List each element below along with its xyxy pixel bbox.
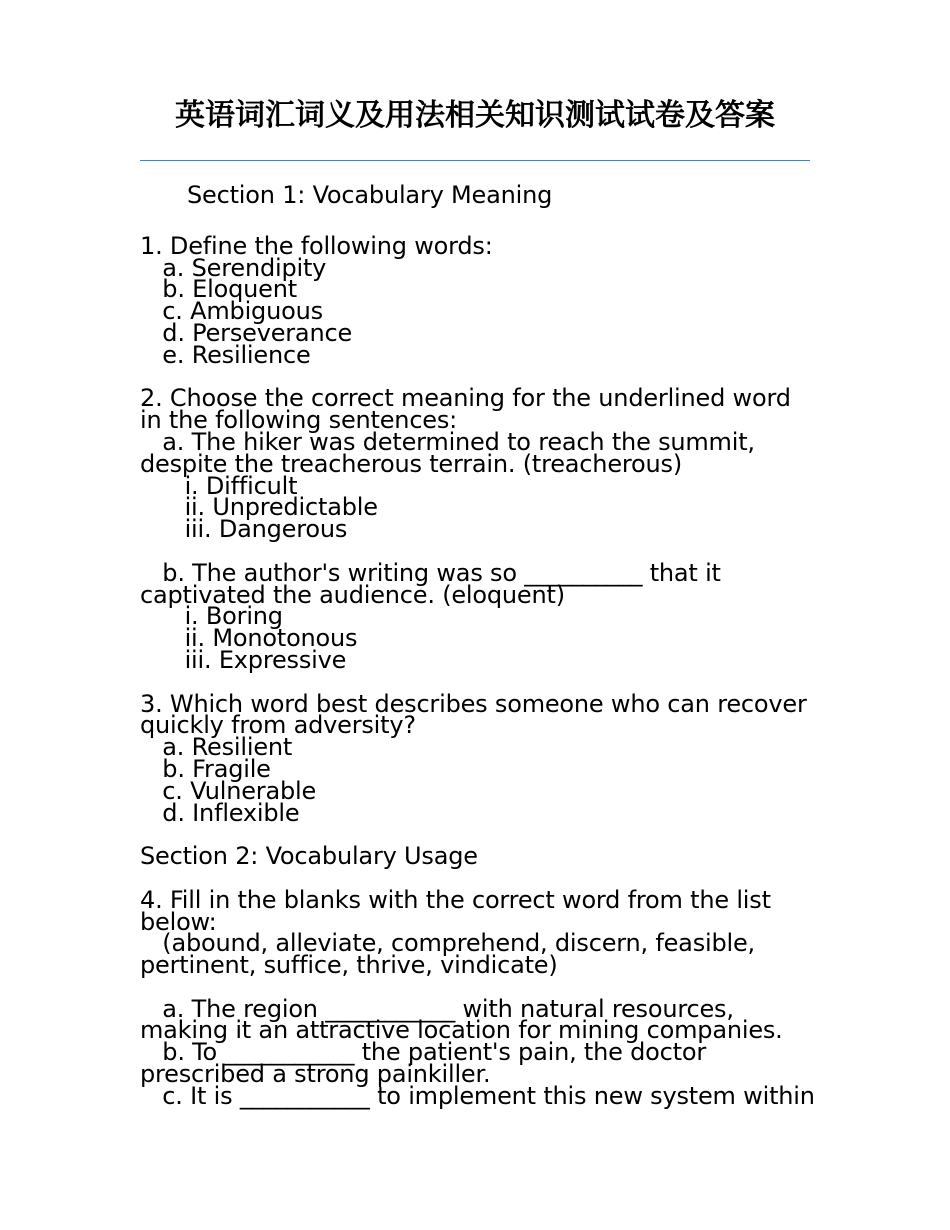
text-line: a. The region ___________ with natural resources, — [140, 994, 734, 1023]
text-line: d. Inflexible — [140, 798, 300, 827]
text-line: below: — [140, 907, 217, 936]
page-title: 英语词汇词义及用法相关知识测试试卷及答案 — [175, 98, 775, 133]
text-line: i. Difficult — [140, 471, 298, 500]
text-line: captivated the audience. (eloquent) — [140, 580, 565, 609]
text-line: b. The author's writing was so __________ that it — [140, 558, 721, 587]
text-line: a. Serendipity — [140, 253, 327, 282]
text-line: 3. Which word best describes someone who can recover — [140, 689, 807, 718]
text-line: making it an attractive location for mining companies. — [140, 1016, 783, 1045]
text-line: ii. Unpredictable — [140, 493, 378, 522]
text-line: d. Perseverance — [140, 318, 353, 347]
text-line: (abound, alleviate, comprehend, discern, feasible, — [140, 929, 755, 958]
text-line: b. Fragile — [140, 754, 271, 783]
text-line: e. Resilience — [140, 340, 311, 369]
text-line: b. To ___________ the patient's pain, the doctor — [140, 1038, 707, 1067]
text-line: b. Eloquent — [140, 275, 297, 304]
text-line: 1. Define the following words: — [140, 231, 493, 260]
section-heading: Section 1: Vocabulary Meaning — [187, 181, 553, 209]
text-line: c. It is ___________ to implement this new system within — [140, 1081, 815, 1110]
text-line: c. Ambiguous — [140, 297, 323, 326]
title-divider — [140, 160, 810, 161]
text-line: a. Resilient — [140, 733, 293, 762]
text-line: iii. Expressive — [140, 645, 347, 674]
text-lines — [140, 214, 820, 1108]
text-line: Section 2: Vocabulary Usage — [140, 842, 478, 871]
text-line: i. Boring — [140, 602, 283, 631]
text-line: pertinent, suffice, thrive, vindicate) — [140, 951, 558, 980]
text-line: 2. Choose the correct meaning for the underlined word — [140, 384, 791, 413]
text-line: quickly from adversity? — [140, 711, 416, 740]
text-line: prescribed a strong painkiller. — [140, 1060, 491, 1089]
text-line: in the following sentences: — [140, 406, 458, 435]
text-line: despite the treacherous terrain. (treacherous) — [140, 449, 682, 478]
text-line: ii. Monotonous — [140, 624, 358, 653]
text-line: c. Vulnerable — [140, 776, 317, 805]
text-line: 4. Fill in the blanks with the correct word from the list — [140, 885, 771, 914]
text-line: iii. Dangerous — [140, 515, 348, 544]
document-body — [140, 176, 820, 1108]
text-line: a. The hiker was determined to reach the summit, — [140, 427, 755, 456]
